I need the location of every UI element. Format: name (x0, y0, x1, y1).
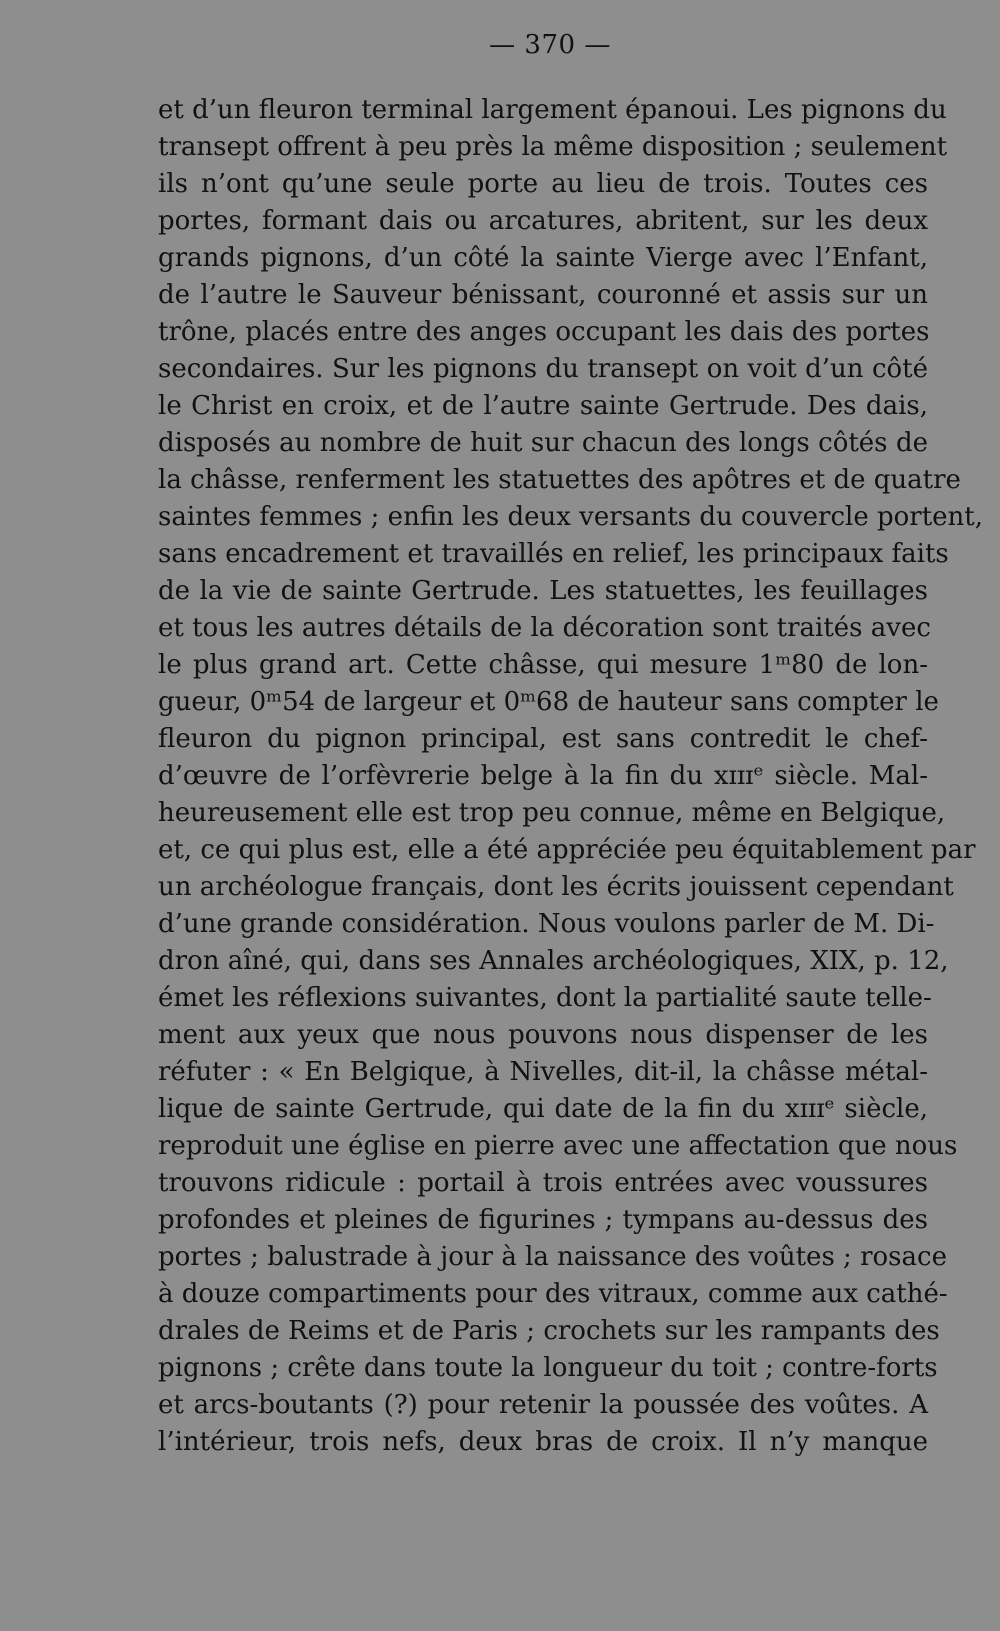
text-line: grands pignons, d’un côté la sainte Vierge avec l’Enfant, (158, 243, 928, 273)
text-line: lique de sainte Gertrude, qui date de la fin du xɪɪɪᵉ siècle, (158, 1094, 928, 1124)
text-line: un archéologue français, dont les écrits jouissent cependant (158, 872, 954, 902)
text-line: le Christ en croix, et de l’autre sainte Gertrude. Des dais, (158, 391, 928, 421)
text-line: trouvons ridicule : portail à trois entrées avec voussures (158, 1168, 928, 1198)
text-line: drales de Reims et de Paris ; crochets sur les rampants des (158, 1316, 940, 1346)
text-line: le plus grand art. Cette châsse, qui mesure 1ᵐ80 de lon- (158, 650, 928, 680)
text-line: secondaires. Sur les pignons du transept on voit d’un côté (158, 354, 928, 384)
text-line: heureusement elle est trop peu connue, même en Belgique, (158, 798, 946, 828)
text-line: gueur, 0ᵐ54 de largeur et 0ᵐ68 de hauteur sans compter le (158, 687, 939, 717)
text-line: saintes femmes ; enfin les deux versants du couvercle portent, (158, 502, 983, 532)
text-line: et arcs-boutants (?) pour retenir la poussée des voûtes. A (158, 1390, 928, 1420)
text-line: d’œuvre de l’orfèvrerie belge à la fin du xɪɪɪᵉ siècle. Mal- (158, 761, 928, 791)
text-line: portes ; balustrade à jour à la naissance des voûtes ; rosace (158, 1242, 947, 1272)
text-line: dron aîné, qui, dans ses Annales archéologiques, XIX, p. 12, (158, 946, 949, 976)
text-line: d’une grande considération. Nous voulons parler de M. Di- (158, 909, 935, 939)
text-line: pignons ; crête dans toute la longueur du toit ; contre-forts (158, 1353, 938, 1383)
text-line: disposés au nombre de huit sur chacun des longs côtés de (158, 428, 928, 458)
text-line: et, ce qui plus est, elle a été appréciée peu équitablement par (158, 835, 976, 865)
text-line: trône, placés entre des anges occupant les dais des portes (158, 317, 930, 347)
text-line: transept offrent à peu près la même disposition ; seulement (158, 132, 948, 162)
page-number: — 370 — (489, 30, 611, 60)
text-line: réfuter : « En Belgique, à Nivelles, dit-il, la châsse métal- (158, 1057, 928, 1087)
text-line: profondes et pleines de figurines ; tympans au-dessus des (158, 1205, 928, 1235)
text-line: et tous les autres détails de la décoration sont traités avec (158, 613, 931, 643)
text-line: de la vie de sainte Gertrude. Les statuettes, les feuillages (158, 576, 928, 606)
text-line: émet les réflexions suivantes, dont la partialité saute telle- (158, 983, 932, 1013)
body-text (158, 92, 983, 1461)
text-line: à douze compartiments pour des vitraux, comme aux cathé- (158, 1279, 948, 1309)
text-line: ils n’ont qu’une seule porte au lieu de trois. Toutes ces (158, 169, 928, 199)
text-line: sans encadrement et travaillés en relief, les principaux faits (158, 539, 949, 569)
text-line: et d’un fleuron terminal largement épanoui. Les pignons du (158, 95, 947, 125)
text-line: l’intérieur, trois nefs, deux bras de croix. Il n’y manque (158, 1427, 928, 1457)
text-line: reproduit une église en pierre avec une affectation que nous (158, 1131, 958, 1161)
text-line: ment aux yeux que nous pouvons nous dispenser de les (158, 1020, 928, 1050)
text-line: portes, formant dais ou arcatures, abritent, sur les deux (158, 206, 928, 236)
text-line: la châsse, renferment les statuettes des apôtres et de quatre (158, 465, 961, 495)
text-line: fleuron du pignon principal, est sans contredit le chef- (158, 724, 928, 754)
text-line: de l’autre le Sauveur bénissant, couronné et assis sur un (158, 280, 928, 310)
